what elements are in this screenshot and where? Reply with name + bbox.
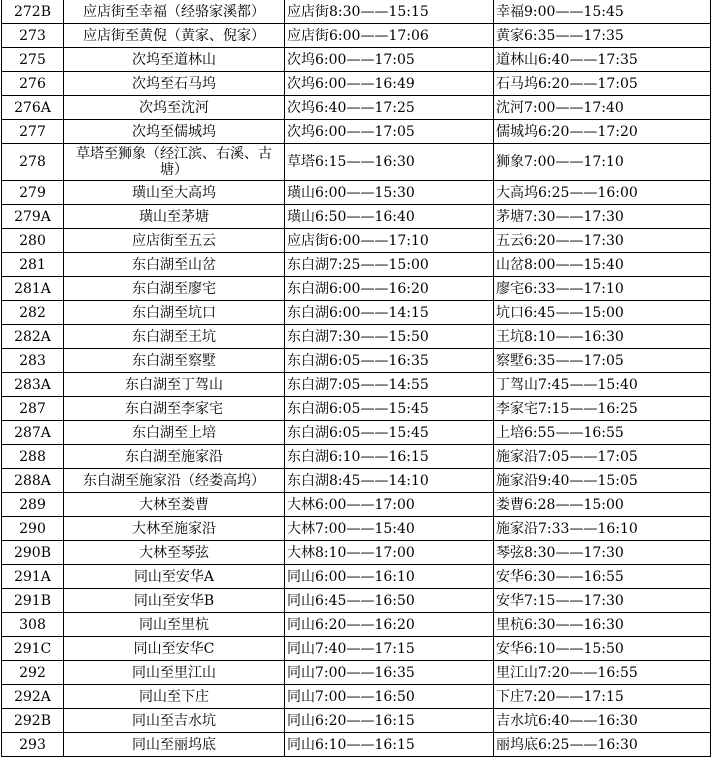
route-name-cell: 大林至施家沿 bbox=[64, 517, 285, 541]
return-times-cell: 里杭6:30——16:30 bbox=[494, 613, 711, 637]
route-number-cell: 280 bbox=[2, 229, 64, 253]
return-times-cell: 施家沿9:40——15:05 bbox=[494, 469, 711, 493]
route-name-cell: 同山至安华C bbox=[64, 637, 285, 661]
table-row bbox=[2, 301, 711, 325]
departure-times-cell: 东白湖7:05——14:55 bbox=[285, 373, 494, 397]
return-times-cell: 安华7:15——17:30 bbox=[494, 589, 711, 613]
route-name-cell: 东白湖至丁驾山 bbox=[64, 373, 285, 397]
table-row bbox=[2, 349, 711, 373]
route-name-cell: 璜山至大高坞 bbox=[64, 181, 285, 205]
departure-times-cell: 璜山6:50——16:40 bbox=[285, 205, 494, 229]
table-row bbox=[2, 733, 711, 757]
return-times-cell: 五云6:20——17:30 bbox=[494, 229, 711, 253]
departure-times-cell: 同山7:40——17:15 bbox=[285, 637, 494, 661]
route-number-cell: 290 bbox=[2, 517, 64, 541]
route-number-cell: 281A bbox=[2, 277, 64, 301]
route-name-cell: 次坞至石马坞 bbox=[64, 72, 285, 96]
route-number-cell: 290B bbox=[2, 541, 64, 565]
departure-times-cell: 同山6:10——16:15 bbox=[285, 733, 494, 757]
route-name-cell: 次坞至沈河 bbox=[64, 96, 285, 120]
departure-times-cell: 次坞6:40——17:25 bbox=[285, 96, 494, 120]
table-row bbox=[2, 181, 711, 205]
route-number-cell: 279A bbox=[2, 205, 64, 229]
route-number-cell: 283 bbox=[2, 349, 64, 373]
return-times-cell: 施家沿7:33——16:10 bbox=[494, 517, 711, 541]
departure-times-cell: 大林8:10——17:00 bbox=[285, 541, 494, 565]
route-number-cell: 272B bbox=[2, 0, 64, 24]
table-row bbox=[2, 72, 711, 96]
departure-times-cell: 同山7:00——16:35 bbox=[285, 661, 494, 685]
route-number-cell: 288A bbox=[2, 469, 64, 493]
departure-times-cell: 同山6:00——16:10 bbox=[285, 565, 494, 589]
route-number-cell: 276 bbox=[2, 72, 64, 96]
route-number-cell: 308 bbox=[2, 613, 64, 637]
route-name-cell: 东白湖至山岔 bbox=[64, 253, 285, 277]
return-times-cell: 沈河7:00——17:40 bbox=[494, 96, 711, 120]
table-row bbox=[2, 709, 711, 733]
table-row bbox=[2, 205, 711, 229]
table-row bbox=[2, 397, 711, 421]
schedule-rows bbox=[2, 0, 711, 757]
route-number-cell: 292A bbox=[2, 685, 64, 709]
route-name-cell: 东白湖至李家宅 bbox=[64, 397, 285, 421]
route-name-cell: 草塔至狮象（经江滨、右溪、古塘） bbox=[64, 144, 285, 181]
return-times-cell: 施家沿7:05——17:05 bbox=[494, 445, 711, 469]
route-number-cell: 292B bbox=[2, 709, 64, 733]
route-number-cell: 279 bbox=[2, 181, 64, 205]
route-number-cell: 288 bbox=[2, 445, 64, 469]
departure-times-cell: 次坞6:00——16:49 bbox=[285, 72, 494, 96]
return-times-cell: 里江山7:20——16:55 bbox=[494, 661, 711, 685]
departure-times-cell: 东白湖6:05——15:45 bbox=[285, 421, 494, 445]
departure-times-cell: 东白湖6:00——14:15 bbox=[285, 301, 494, 325]
departure-times-cell: 次坞6:00——17:05 bbox=[285, 120, 494, 144]
return-times-cell: 王坑8:10——16:30 bbox=[494, 325, 711, 349]
return-times-cell: 娄曹6:28——15:00 bbox=[494, 493, 711, 517]
route-name-cell: 应店街至五云 bbox=[64, 229, 285, 253]
route-name-cell: 同山至安华B bbox=[64, 589, 285, 613]
route-name-cell: 东白湖至上培 bbox=[64, 421, 285, 445]
table-row bbox=[2, 637, 711, 661]
return-times-cell: 儒城坞6:20——17:20 bbox=[494, 120, 711, 144]
table-row bbox=[2, 373, 711, 397]
route-number-cell: 287A bbox=[2, 421, 64, 445]
return-times-cell: 廖宅6:33——17:10 bbox=[494, 277, 711, 301]
departure-times-cell: 应店街8:30——15:15 bbox=[285, 0, 494, 24]
return-times-cell: 丁驾山7:45——15:40 bbox=[494, 373, 711, 397]
table-row bbox=[2, 469, 711, 493]
table-row bbox=[2, 325, 711, 349]
return-times-cell: 大高坞6:25——16:00 bbox=[494, 181, 711, 205]
route-name-cell: 次坞至儒城坞 bbox=[64, 120, 285, 144]
route-number-cell: 289 bbox=[2, 493, 64, 517]
departure-times-cell: 同山7:00——16:50 bbox=[285, 685, 494, 709]
route-number-cell: 283A bbox=[2, 373, 64, 397]
return-times-cell: 李家宅7:15——16:25 bbox=[494, 397, 711, 421]
table-row bbox=[2, 541, 711, 565]
route-number-cell: 278 bbox=[2, 144, 64, 181]
return-times-cell: 黄家6:35——17:35 bbox=[494, 24, 711, 48]
table-row bbox=[2, 144, 711, 181]
table-row bbox=[2, 96, 711, 120]
route-name-cell: 大林至娄曹 bbox=[64, 493, 285, 517]
table-row bbox=[2, 421, 711, 445]
route-name-cell: 同山至安华A bbox=[64, 565, 285, 589]
route-number-cell: 291B bbox=[2, 589, 64, 613]
route-number-cell: 277 bbox=[2, 120, 64, 144]
departure-times-cell: 同山6:20——16:15 bbox=[285, 709, 494, 733]
departure-times-cell: 东白湖6:00——16:20 bbox=[285, 277, 494, 301]
table-row bbox=[2, 48, 711, 72]
departure-times-cell: 同山6:45——16:50 bbox=[285, 589, 494, 613]
departure-times-cell: 大林7:00——15:40 bbox=[285, 517, 494, 541]
route-number-cell: 282 bbox=[2, 301, 64, 325]
departure-times-cell: 同山6:20——16:20 bbox=[285, 613, 494, 637]
return-times-cell: 下庄7:20——17:15 bbox=[494, 685, 711, 709]
table-row bbox=[2, 445, 711, 469]
route-number-cell: 292 bbox=[2, 661, 64, 685]
table-row bbox=[2, 685, 711, 709]
table-row bbox=[2, 493, 711, 517]
return-times-cell: 石马坞6:20——17:05 bbox=[494, 72, 711, 96]
route-name-cell: 东白湖至施家沿 bbox=[64, 445, 285, 469]
table-row bbox=[2, 565, 711, 589]
table-row bbox=[2, 661, 711, 685]
return-times-cell: 坑口6:45——15:00 bbox=[494, 301, 711, 325]
return-times-cell: 幸福9:00——15:45 bbox=[494, 0, 711, 24]
route-name-cell: 东白湖至廖宅 bbox=[64, 277, 285, 301]
route-name-cell: 东白湖至王坑 bbox=[64, 325, 285, 349]
route-number-cell: 291A bbox=[2, 565, 64, 589]
departure-times-cell: 东白湖6:10——16:15 bbox=[285, 445, 494, 469]
table-row bbox=[2, 120, 711, 144]
route-number-cell: 275 bbox=[2, 48, 64, 72]
route-name-cell: 同山至下庄 bbox=[64, 685, 285, 709]
route-name-cell: 东白湖至察墅 bbox=[64, 349, 285, 373]
return-times-cell: 上培6:55——16:55 bbox=[494, 421, 711, 445]
route-name-cell: 同山至里杭 bbox=[64, 613, 285, 637]
table-row bbox=[2, 253, 711, 277]
return-times-cell: 察墅6:35——17:05 bbox=[494, 349, 711, 373]
route-number-cell: 287 bbox=[2, 397, 64, 421]
return-times-cell: 道林山6:40——17:35 bbox=[494, 48, 711, 72]
departure-times-cell: 璜山6:00——15:30 bbox=[285, 181, 494, 205]
return-times-cell: 琴弦8:30——17:30 bbox=[494, 541, 711, 565]
departure-times-cell: 大林6:00——17:00 bbox=[285, 493, 494, 517]
departure-times-cell: 东白湖6:05——16:35 bbox=[285, 349, 494, 373]
departure-times-cell: 东白湖6:05——15:45 bbox=[285, 397, 494, 421]
return-times-cell: 茅塘7:30——17:30 bbox=[494, 205, 711, 229]
bus-schedule-table bbox=[1, 0, 711, 757]
table-row bbox=[2, 589, 711, 613]
table-row bbox=[2, 24, 711, 48]
route-name-cell: 同山至吉水坑 bbox=[64, 709, 285, 733]
route-name-cell: 同山至里江山 bbox=[64, 661, 285, 685]
table-row bbox=[2, 613, 711, 637]
route-number-cell: 276A bbox=[2, 96, 64, 120]
return-times-cell: 丽坞底6:25——16:30 bbox=[494, 733, 711, 757]
return-times-cell: 安华6:10——15:50 bbox=[494, 637, 711, 661]
departure-times-cell: 东白湖7:25——15:00 bbox=[285, 253, 494, 277]
route-number-cell: 293 bbox=[2, 733, 64, 757]
return-times-cell: 吉水坑6:40——16:30 bbox=[494, 709, 711, 733]
departure-times-cell: 应店街6:00——17:06 bbox=[285, 24, 494, 48]
table-row bbox=[2, 517, 711, 541]
route-name-cell: 东白湖至施家沿（经娄高坞） bbox=[64, 469, 285, 493]
route-name-cell: 应店街至幸福（经骆家溪都） bbox=[64, 0, 285, 24]
table-row bbox=[2, 277, 711, 301]
route-name-cell: 应店街至黄倪（黄家、倪家） bbox=[64, 24, 285, 48]
route-name-cell: 大林至琴弦 bbox=[64, 541, 285, 565]
route-name-cell: 次坞至道林山 bbox=[64, 48, 285, 72]
route-number-cell: 281 bbox=[2, 253, 64, 277]
departure-times-cell: 应店街6:00——17:10 bbox=[285, 229, 494, 253]
route-name-cell: 东白湖至坑口 bbox=[64, 301, 285, 325]
route-number-cell: 291C bbox=[2, 637, 64, 661]
return-times-cell: 狮象7:00——17:10 bbox=[494, 144, 711, 181]
departure-times-cell: 草塔6:15——16:30 bbox=[285, 144, 494, 181]
departure-times-cell: 东白湖7:30——15:50 bbox=[285, 325, 494, 349]
route-number-cell: 273 bbox=[2, 24, 64, 48]
departure-times-cell: 东白湖8:45——14:10 bbox=[285, 469, 494, 493]
route-number-cell: 282A bbox=[2, 325, 64, 349]
route-name-cell: 璜山至茅塘 bbox=[64, 205, 285, 229]
route-name-cell: 同山至丽坞底 bbox=[64, 733, 285, 757]
return-times-cell: 山岔8:00——15:40 bbox=[494, 253, 711, 277]
return-times-cell: 安华6:30——16:55 bbox=[494, 565, 711, 589]
table-row bbox=[2, 0, 711, 24]
departure-times-cell: 次坞6:00——17:05 bbox=[285, 48, 494, 72]
table-row bbox=[2, 229, 711, 253]
